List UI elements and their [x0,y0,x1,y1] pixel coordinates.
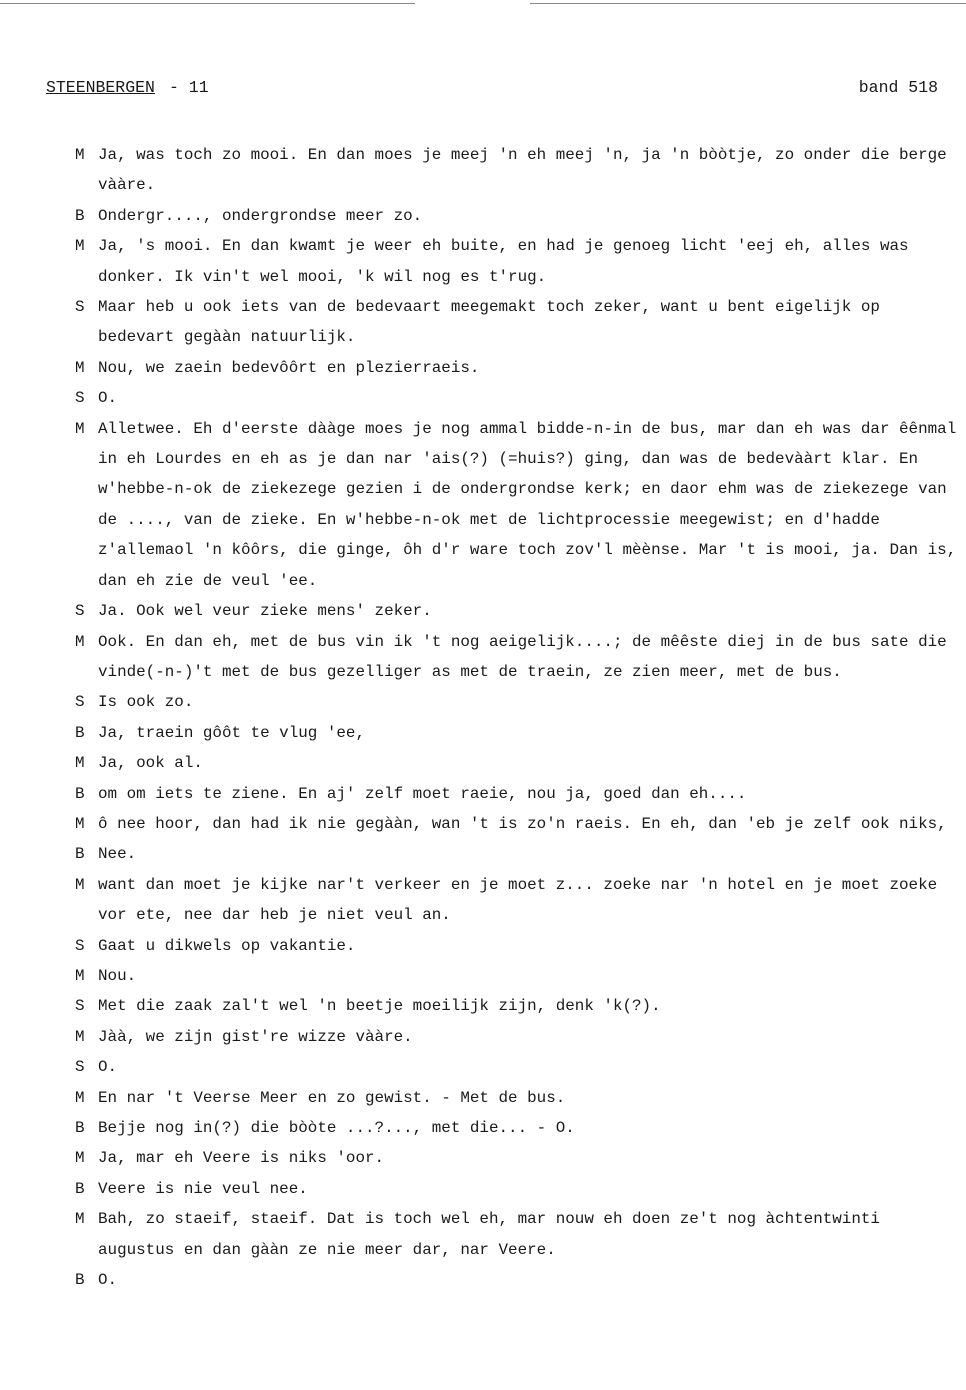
utterance-text: Ondergr...., ondergrondse meer zo. [98,206,423,225]
speaker-label: M [75,419,85,438]
transcript-turn [75,140,963,201]
transcript-turn [75,779,963,809]
transcript-turn [75,201,963,231]
utterance-text: Veere is nie veul nee. [98,1179,308,1198]
speaker-label: M [75,358,85,377]
speaker-label: S [75,693,85,712]
utterance-text: want dan moet je kijke nar't verkeer en je moet z... zoeke nar 'n hotel en je moet zoeke vor ete, nee dar heb je niet veul an. [98,875,938,925]
speaker-label: B [75,206,85,225]
speaker-label: M [75,1210,85,1229]
transcript-turn [75,839,963,869]
speaker-label: M [75,632,85,651]
speaker-label: S [75,997,85,1016]
scan-top-rule-right [530,3,966,4]
utterance-text: Nee. [98,845,137,864]
transcript-turn [75,1083,963,1113]
transcript-turn [75,383,963,413]
utterance-text: Ja, traein gôôt te vlug 'ee, [98,723,366,742]
transcript-turn [75,931,963,961]
transcript-turn [75,1174,963,1204]
utterance-text: Bejje nog in(?) die bòòte ...?..., met die... - O. [98,1119,575,1137]
utterance-text: Ja. Ook wel veur zieke mens' zeker. [98,602,432,621]
transcript-turn [75,809,963,839]
speaker-label: M [75,1088,85,1107]
page-header [46,78,938,102]
speaker-label: B [75,1271,85,1290]
utterance-text: Ja, 's mooi. En dan kwamt je weer eh buite, en had je genoeg licht 'eej eh, alles was donker. Ik vin't wel mooi, 'k wil nog es t'rug. [98,237,909,286]
speaker-label: M [75,966,85,985]
transcript-turn [75,596,963,626]
utterance-text: Bah, zo staeif, staeif. Dat is toch wel eh, mar nouw eh doen ze't nog àchtentwinti augustus en dan gààn ze nie meer dar, nar Veere. [98,1210,880,1259]
speaker-label: M [75,237,85,256]
utterance-text: Nou, we zaein bedevôôrt en plezierraeis. [98,358,480,377]
transcript-turn [75,1143,963,1173]
speaker-label: M [75,146,85,164]
speaker-label: M [75,875,85,894]
speaker-label: B [75,723,85,742]
utterance-text: O. [98,1058,118,1077]
speaker-label: S [75,1058,85,1077]
speaker-label: M [75,814,85,833]
page-number: - 11 [169,78,209,97]
utterance-text: Ook. En dan eh, met de bus vin ik 't nog aeigelijk....; de mêêste diej in de bus sate die vinde(-n-)'t met de bus gezelliger as met de traein, ze zien meer, met de bus. [98,632,947,681]
utterance-text: Nou. [98,966,137,985]
utterance-text: O. [98,1271,118,1290]
transcript-turn [75,718,963,748]
utterance-text: Is ook zo. [98,693,194,712]
utterance-text: O. [98,389,118,408]
transcript-turn [75,961,963,991]
speaker-label: M [75,754,85,773]
transcript-turn [75,414,963,596]
speaker-label: B [75,1179,85,1198]
transcript-turn [75,991,963,1021]
transcript-turn [75,231,963,292]
utterance-text: Alletwee. Eh d'eerste dààge moes je nog ammal bidde-n-in de bus, mar dan eh was dar êênmal in eh Lourdes en eh as je dan nar 'ais(?) (=huis?) ging, dan was de bedevààrt klar. En w'hebbe-n-ok de ziekezege gezien i de ondergrondse kerk; en daor ehm was de ziekezege van de ...., van de zieke. En w'hebbe-n-ok met de lichtprocessie meegewist; en d'hadde z'allemaol 'n kôôrs, die ginge, ôh d'r ware toch zov'l mèènse. Mar 't is mooi, ja. Dan is, dan eh zie de veul 'ee. [98,419,957,590]
document-title: STEENBERGEN [46,78,155,97]
utterance-text: ô nee hoor, dan had ik nie gegààn, wan 't is zo'n raeis. En eh, dan 'eb je zelf ook niks, [98,814,947,833]
utterance-text: Ja, mar eh Veere is niks 'oor. [98,1149,385,1168]
transcript-body [75,140,963,1295]
utterance-text: om om iets te ziene. En aj' zelf moet raeie, nou ja, goed dan eh.... [98,784,747,803]
transcript-turn [75,748,963,778]
speaker-label: S [75,298,85,317]
transcript-turn [75,1022,963,1052]
speaker-label: B [75,845,85,864]
utterance-text: Ja, was toch zo mooi. En dan moes je meej 'n eh meej 'n, ja 'n bòòtje, zo onder die berge vààre. [98,146,947,195]
transcript-turn [75,687,963,717]
utterance-text: Met die zaak zal't wel 'n beetje moeilijk zijn, denk 'k(?). [98,997,661,1016]
transcript-turn [75,353,963,383]
speaker-label: B [75,1119,85,1137]
speaker-label: S [75,389,85,408]
utterance-text: En nar 't Veerse Meer en zo gewist. - Met de bus. [98,1088,566,1107]
utterance-text: Gaat u dikwels op vakantie. [98,936,356,955]
transcript-turn [75,1204,963,1265]
speaker-label: M [75,1027,85,1046]
utterance-text: Jàà, we zijn gist're wizze vààre. [98,1027,413,1046]
band-number: band 518 [858,78,938,97]
transcript-turn [75,627,963,688]
transcript-turn [75,292,963,353]
speaker-label: B [75,784,85,803]
utterance-text: Maar heb u ook iets van de bedevaart meegemakt toch zeker, want u bent eigelijk op bedevart gegààn natuurlijk. [98,298,880,347]
speaker-label: S [75,936,85,955]
utterance-text: Ja, ook al. [98,754,203,773]
transcript-turn [75,1113,963,1143]
speaker-label: S [75,602,85,621]
transcript-turn [75,870,963,931]
transcript-turn [75,1265,963,1295]
speaker-label: M [75,1149,85,1168]
scan-top-rule-left [0,3,415,4]
transcript-turn [75,1052,963,1082]
